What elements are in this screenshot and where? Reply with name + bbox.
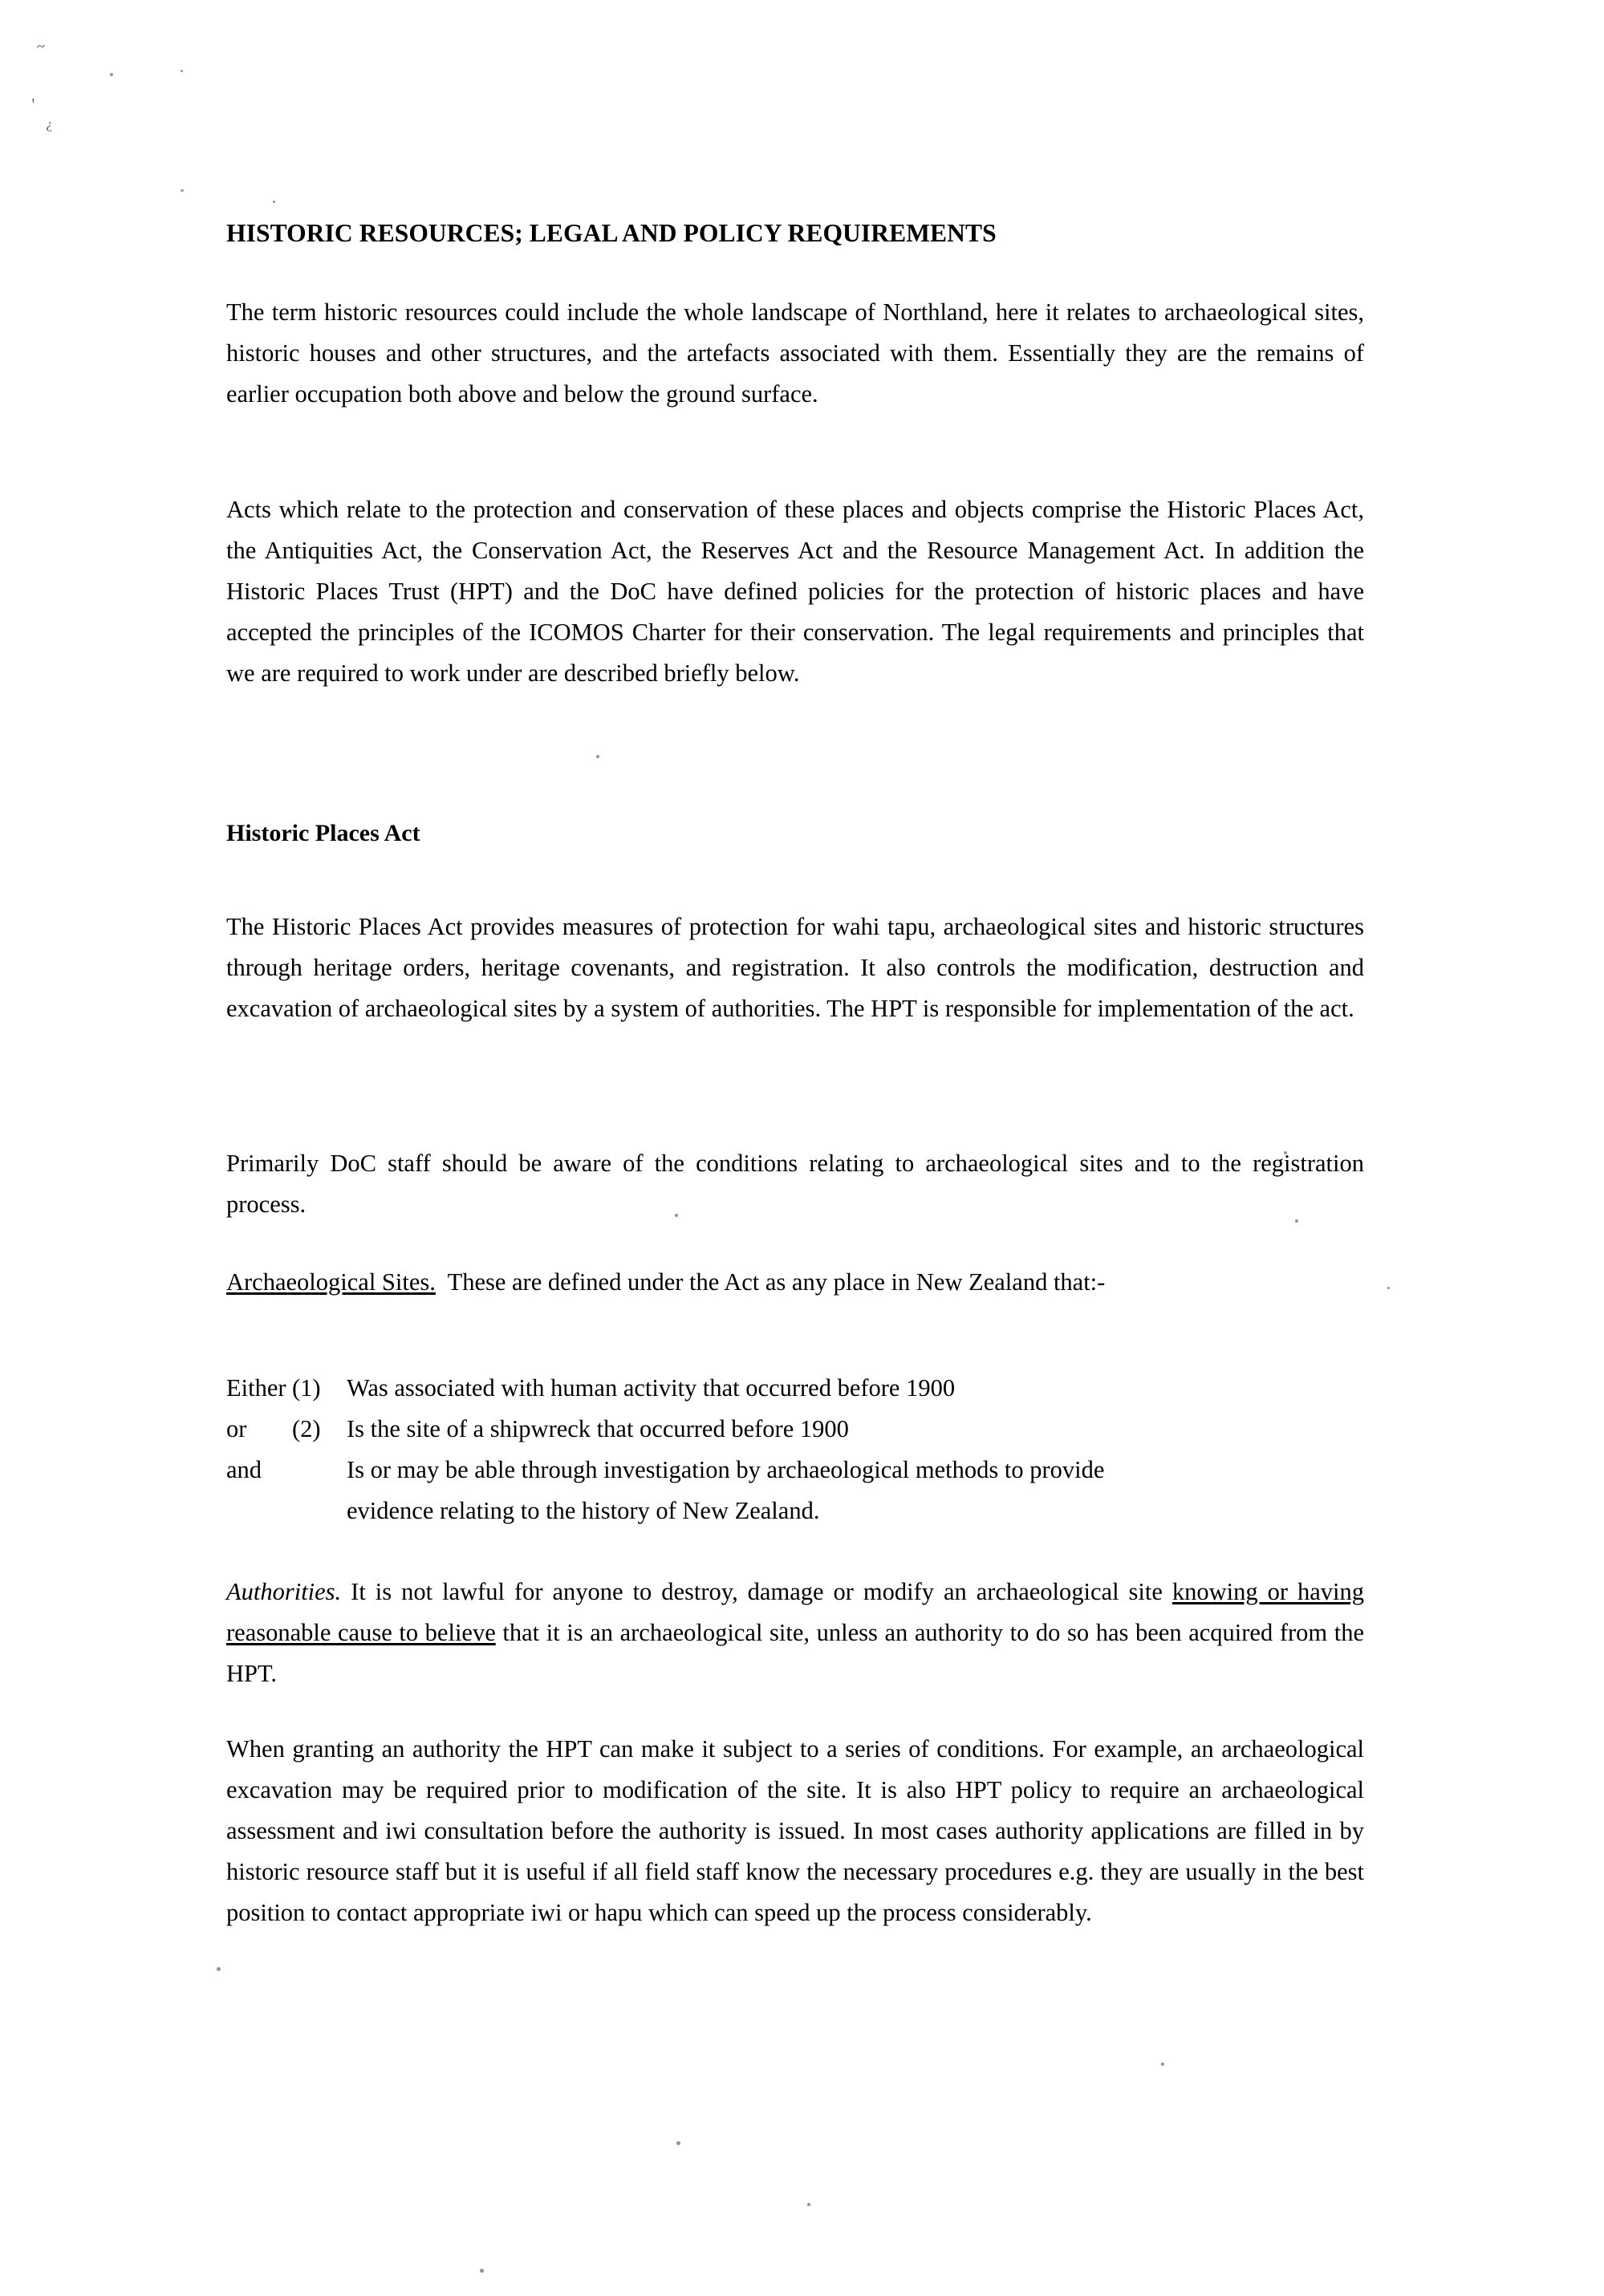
paragraph-intro: The term historic resources could include the whole landscape of Northland, here it relates to archaeological sites, historic houses and other structures, and the artefacts associated with them. Essentially they are the remains of earlier occupation both above and below the ground surface. <box>226 298 1364 408</box>
archaeological-sites-label: Archaeological Sites. <box>226 1268 436 1296</box>
paragraph-archaeological-sites-definition <box>226 1262 1364 1303</box>
clause-text: Is the site of a shipwreck that occurred before 1900 <box>347 1415 849 1442</box>
scan-speck-icon <box>181 70 183 72</box>
authorities-text-before: It is not lawful for anyone to destroy, damage or modify an archaeological site <box>351 1578 1172 1605</box>
scan-speck-icon <box>596 755 599 758</box>
clause-number: (2) <box>292 1415 321 1442</box>
scan-speck-icon <box>273 201 275 203</box>
paragraph-doc-staff: Primarily DoC staff should be aware of the conditions relating to archaeological sites and to the registration process. <box>226 1150 1364 1218</box>
authorities-label-spacer <box>341 1578 351 1605</box>
paragraph-acts: Acts which relate to the protection and conservation of these places and objects comprise the Historic Places Act, the Antiquities Act, the Conservation Act, the Reserves Act and the Resource Management Act. In addition the Historic Places Trust (HPT) and the DoC have defined policies for the protection of historic places and have accepted the principles of the ICOMOS Charter for their conservation. The legal requirements and principles that we are required to work under are described briefly below. <box>226 496 1364 687</box>
clause-row <box>226 1409 1364 1450</box>
scan-artifact-tick-icon: ' <box>30 94 36 115</box>
scan-artifact-mark-icon: ~ <box>35 38 47 56</box>
scan-speck-icon <box>480 2269 484 2273</box>
scan-artifact-squiggle-icon: ¿ <box>46 116 54 132</box>
scan-speck-icon <box>217 1967 221 1971</box>
authorities-label: Authorities. <box>226 1578 342 1605</box>
scan-speck-icon <box>1161 2063 1164 2066</box>
clause-connector: or <box>226 1415 247 1442</box>
heading-historic-places-act: Historic Places Act <box>226 820 420 846</box>
scan-speck-icon <box>1387 1287 1390 1289</box>
archaeological-sites-lead-in: These are defined under the Act as any place in New Zealand that:- <box>447 1268 1106 1296</box>
clause-number: (1) <box>292 1374 321 1402</box>
archaeological-sites-clause-list <box>226 1368 1364 1531</box>
paragraph-authorities <box>226 1572 1364 1694</box>
authorities-underlined-phrase: knowing or having reasonable cause to believe <box>226 1578 1365 1646</box>
scan-speck-icon <box>676 2141 680 2145</box>
clause-connector: Either <box>226 1374 286 1402</box>
page-title: HISTORIC RESOURCES; LEGAL AND POLICY REQUIREMENTS <box>226 219 997 247</box>
scan-speck-icon <box>807 2203 810 2206</box>
clause-row <box>226 1368 1364 1409</box>
clause-row <box>226 1450 1364 1491</box>
paragraph-when-granting: When granting an authority the HPT can make it subject to a series of conditions. For example, an archaeological excavation may be required prior to modification of the site. It is also HPT policy to require an archaeological assessment and iwi consultation before the authority is issued. In most cases authority applications are filled in by historic resource staff but it is useful if all field staff know the necessary procedures e.g. they are usually in the best position to contact appropriate iwi or hapu which can speed up the process considerably. <box>226 1735 1364 1926</box>
clause-connector: and <box>226 1456 262 1483</box>
clause-text: Was associated with human activity that occurred before 1900 <box>347 1374 956 1402</box>
clause-continuation: evidence relating to the history of New Zealand. <box>347 1497 820 1524</box>
authorities-text-after: that it is an archaeological site, unless an authority to do so has been acquired from the HPT. <box>226 1619 1364 1687</box>
scan-speck-icon <box>181 189 184 192</box>
paragraph-hpa-body: The Historic Places Act provides measures of protection for wahi tapu, archaeological sites and historic structures through heritage orders, heritage covenants, and registration. It also controls the modification, destruction and excavation of archaeological sites by a system of authorities. The HPT is responsible for implementation of the act. <box>226 913 1364 1022</box>
clause-text: Is or may be able through investigation by archaeological methods to provide <box>347 1456 1105 1483</box>
archaeological-sites-lead-in-spacer <box>436 1268 448 1296</box>
scan-speck-icon <box>110 73 113 76</box>
